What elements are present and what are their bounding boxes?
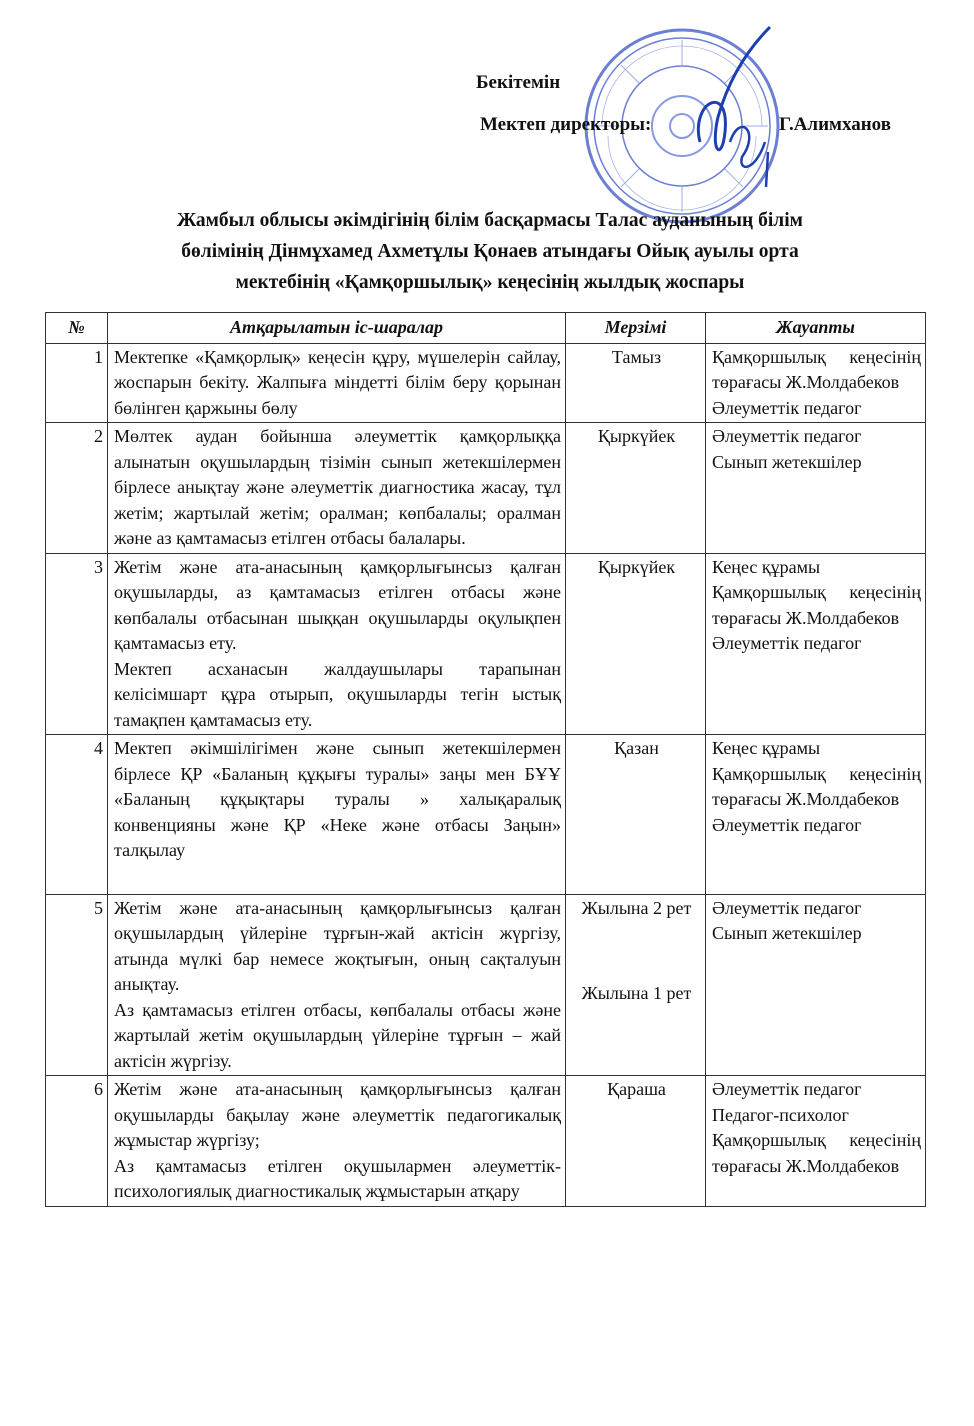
director-signature [670,22,790,192]
director-position: Мектеп директоры: [480,114,652,135]
row-responsible: Әлеуметтік педагог Сынып жетекшілер [706,423,926,554]
row-activity: Мөлтек аудан бойынша әлеуметтік қамқорлыққа алынатын оқушылардың тізімін сынып жетекшілермен бірлесе анықтау және әлеуметтік диагностика жасау, тұл жетім; жартылай жетім; оралман; көпбалалы; оралман және аз қамтамасыз етілген отбасы балалары. [108,423,566,554]
row-deadline: Қыркүйек [566,423,706,554]
title-line-2: бөлімінің Дінмұхамед Ахметұлы Қонаев атындағы Ойық ауылы орта [181,241,799,262]
header-num: № [46,313,108,344]
row-num: 5 [46,894,108,1076]
table-row [46,894,926,1076]
table-row [46,735,926,895]
row-responsible: Кеңес құрамы Қамқоршылық кеңесінің төрағасы Ж.Молдабеков Әлеуметтік педагог [706,735,926,895]
header-activity: Атқарылатын іс-шаралар [108,313,566,344]
table-header-row [46,313,926,344]
row-deadline: Қазан [566,735,706,895]
title-line-3: мектебінің «Қамқоршылық» кеңесінің жылдық жоспары [235,272,745,293]
row-activity: Мектепке «Қамқорлық» кеңесін құру, мүшелерін сайлау, жоспарын бекіту. Жалпыға міндетті білім беру қорынан бөлінген қаржыны бөлу [108,343,566,423]
row-deadline: Қыркүйек [566,553,706,735]
row-deadline: Қараша [566,1076,706,1207]
director-name: Г.Алимханов [779,114,891,135]
row-num: 2 [46,423,108,554]
plan-table [45,312,926,1207]
row-activity: Жетім және ата-анасының қамқорлығынсыз қалған оқушылардың үйлеріне тұрғын-жай актісін жүргізу, атында мүлкі бар немесе жоқтығын, оның сақталуын анықтау. Аз қамтамасыз етілген отбасы, көпбалалы отбасы және жартылай жетім оқушылардың үйлеріне тұрғын – жай актісін жүргізу. [108,894,566,1076]
row-deadline: Жылына 2 рет Жылына 1 рет [566,894,706,1076]
row-activity: Жетім және ата-анасының қамқорлығынсыз қалған оқушыларды бақылау және әлеуметтік педагогикалық жұмыстар жүргізу; Аз қамтамасыз етілген оқушылармен әлеуметтік-психологиялық диагностикалық жұмыстарын атқару [108,1076,566,1207]
row-responsible: Қамқоршылық кеңесінің төрағасы Ж.Молдабеков Әлеуметтік педагог [706,343,926,423]
row-num: 4 [46,735,108,895]
table-row [46,1076,926,1207]
table-row [46,553,926,735]
header-deadline: Мерзімі [566,313,706,344]
row-responsible: Кеңес құрамы Қамқоршылық кеңесінің төрағасы Ж.Молдабеков Әлеуметтік педагог [706,553,926,735]
row-activity: Мектеп әкімшілігімен және сынып жетекшілермен бірлесе ҚР «Баланың құқығы туралы» заңы мен БҰҰ «Баланың құқықтары туралы » халықаралық конвенцияны және ҚР «Неке және отбасы Заңын» талқылау [108,735,566,895]
row-activity: Жетім және ата-анасының қамқорлығынсыз қалған оқушыларды, аз қамтамасыз етілген отбасы және көпбалалы отбасынан шыққан оқушыларды оқулықпен қамтамасыз ету. Мектеп асханасын жалдаушылары тарапынан келісімшарт құра отырып, оқушыларды тегін ыстық тамақпен қамтамасыз ету. [108,553,566,735]
row-num: 6 [46,1076,108,1207]
table-row [46,423,926,554]
row-num: 1 [46,343,108,423]
row-responsible: Әлеуметтік педагог Педагог-психолог Қамқоршылық кеңесінің төрағасы Ж.Молдабеков [706,1076,926,1207]
document-title [60,205,920,298]
header-responsible: Жауапты [706,313,926,344]
title-line-1: Жамбыл облысы әкімдігінің білім басқармасы Талас ауданының білім [177,210,803,231]
approval-label: Бекітемін [476,72,561,93]
row-responsible: Әлеуметтік педагог Сынып жетекшілер [706,894,926,1076]
row-num: 3 [46,553,108,735]
row-deadline: Тамыз [566,343,706,423]
table-row [46,343,926,423]
